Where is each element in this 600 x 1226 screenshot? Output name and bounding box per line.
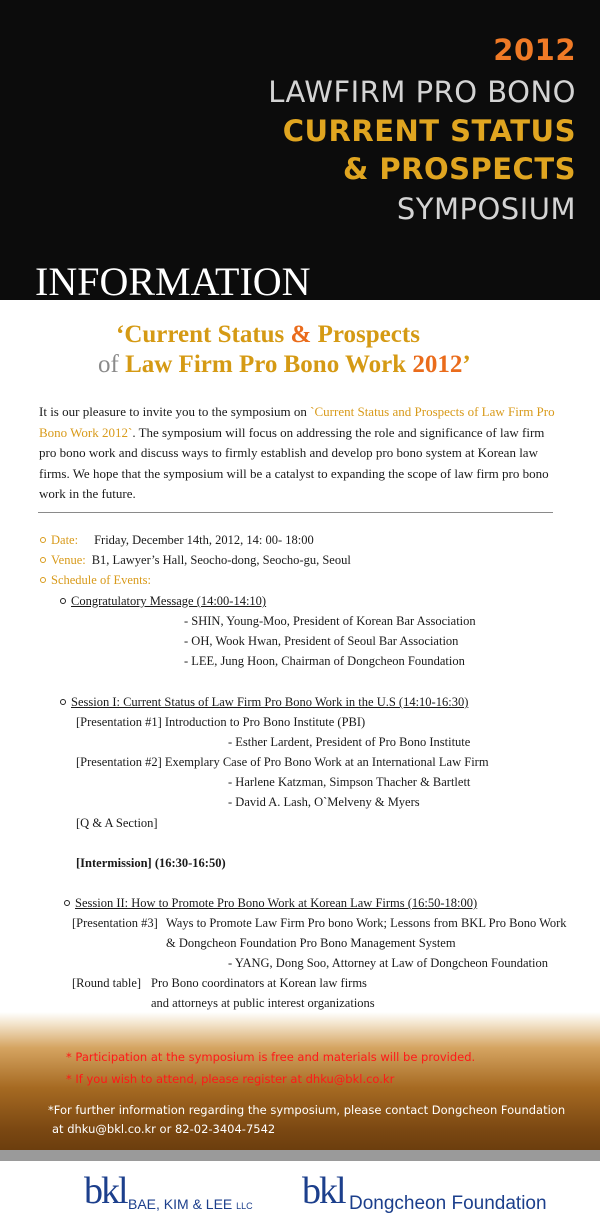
notice-register: * If you wish to attend, please register at dhku@bkl.co.kr [66, 1072, 395, 1086]
header-title-line-4: SYMPOSIUM [396, 192, 576, 226]
congrat-speaker-3: - LEE, Jung Hoon, Chairman of Dongcheon Foundation [184, 654, 465, 668]
footer-divider-bar [0, 1150, 600, 1161]
title-part-1: Current Status [124, 321, 291, 348]
title-ampersand: & [290, 321, 312, 348]
title-part-2: Prospects [311, 321, 420, 348]
schedule-row [40, 570, 151, 590]
title-open-quote: ‘ [116, 321, 125, 348]
venue-row [40, 550, 351, 570]
congrat-title: Congratulatory Message (14:00-14:10) [71, 594, 267, 608]
symposium-title-line-2 [98, 350, 471, 380]
date-value: Friday, December 14th, 2012, 14: 00- 18:00 [94, 533, 314, 547]
intro-text-2: . The symposium will focus on addressing the role and significance of law firm pro bono work and discuss ways to firmly establish and develop pro bono system at Korean law firms. We hope that the symposium will be a catalyst to expanding the scope of law firm pro bono work in the future. [39, 424, 549, 501]
intro-text-1: It is our pleasure to invite you to the symposium on [39, 404, 311, 419]
header-year: 2012 [493, 33, 576, 67]
bullet-icon [40, 557, 46, 563]
bae-kim-lee-logo-name [128, 1195, 253, 1215]
qa-section: [Q & A Section] [76, 816, 158, 830]
notice-contact-line-2: at dhku@bkl.co.kr or 82-02-3404-7542 [52, 1122, 276, 1136]
header-title-line-3: & PROSPECTS [342, 152, 576, 186]
title-of: of [98, 351, 126, 378]
bullet-icon [40, 577, 46, 583]
date-row [40, 530, 314, 550]
congrat-speaker-2: - OH, Wook Hwan, President of Seoul Bar Association [184, 634, 459, 648]
date-label: Date: [51, 533, 79, 547]
bae-kim-lee-name: BAE, KIM & LEE [128, 1196, 237, 1212]
llc-suffix: LLC [236, 1201, 253, 1211]
presentation-2: [Presentation #2] Exemplary Case of Pro Bono Work at an International Law Firm [76, 755, 489, 769]
presentation-1: [Presentation #1] Introduction to Pro Bono Institute (PBI) [76, 715, 366, 729]
session-1-heading [60, 692, 468, 712]
bullet-icon [40, 537, 46, 543]
round-table-line-2: and attorneys at public interest organizations [151, 996, 375, 1010]
venue-label: Venue: [51, 553, 86, 567]
intermission: [Intermission] (16:30-16:50) [76, 856, 226, 870]
section-heading-information: INFORMATION [35, 259, 311, 304]
dongcheon-logo-mark: bkl [302, 1170, 345, 1212]
session-2-title: Session II: How to Promote Pro Bono Work at Korean Law Firms (16:50-18:00) [75, 896, 478, 910]
venue-value: B1, Lawyer’s Hall, Seocho-dong, Seocho-gu, Seoul [91, 553, 351, 567]
presentation-3-label: [Presentation #3] [72, 916, 158, 930]
notice-contact-line-1: *For further information regarding the symposium, please contact Dongcheon Foundation [48, 1103, 566, 1117]
congrat-speaker-1: - SHIN, Young-Moo, President of Korean Bar Association [184, 614, 476, 628]
presentation-3-speaker: - YANG, Dong Soo, Attorney at Law of Dongcheon Foundation [228, 956, 548, 970]
title-part-3: Law Firm Pro Bono Work [125, 351, 413, 378]
divider [38, 512, 553, 513]
intro-paragraph [39, 402, 559, 505]
title-year: 2012 [412, 351, 463, 378]
round-table-line-1: Pro Bono coordinators at Korean law firms [151, 976, 367, 990]
header-title-line-1: LAWFIRM PRO BONO [268, 75, 576, 109]
header-banner [0, 0, 600, 304]
presentation-3-line-1: Ways to Promote Law Firm Pro bono Work; Lessons from BKL Pro Bono Work [166, 916, 567, 930]
round-table-label: [Round table] [72, 976, 142, 990]
bkl-logo-mark: bkl [84, 1170, 127, 1212]
symposium-title-line-1 [116, 320, 420, 350]
header-title-line-2: CURRENT STATUS [282, 114, 576, 148]
intro-highlight: `Current Status and Prospects of Law Firm Pro Bono Work 2012` [39, 404, 555, 440]
session-2-heading [64, 893, 477, 913]
bullet-icon [60, 598, 66, 604]
congrat-heading [60, 591, 266, 611]
title-close-quote: ’ [462, 351, 471, 378]
bullet-icon [60, 699, 66, 705]
schedule-label: Schedule of Events: [51, 573, 151, 587]
bullet-icon [64, 900, 70, 906]
session-1-title: Session I: Current Status of Law Firm Pro Bono Work in the U.S (14:10-16:30) [71, 695, 469, 709]
presentation-2-speaker-2: - David A. Lash, O`Melveny & Myers [228, 795, 420, 809]
notice-free-participation: * Participation at the symposium is free and materials will be provided. [66, 1050, 476, 1064]
presentation-3-line-2: & Dongcheon Foundation Pro Bono Management System [166, 936, 456, 950]
dongcheon-foundation-name: Dongcheon Foundation [349, 1193, 547, 1214]
presentation-1-speaker: - Esther Lardent, President of Pro Bono Institute [228, 735, 471, 749]
presentation-2-speaker-1: - Harlene Katzman, Simpson Thacher & Bartlett [228, 775, 471, 789]
